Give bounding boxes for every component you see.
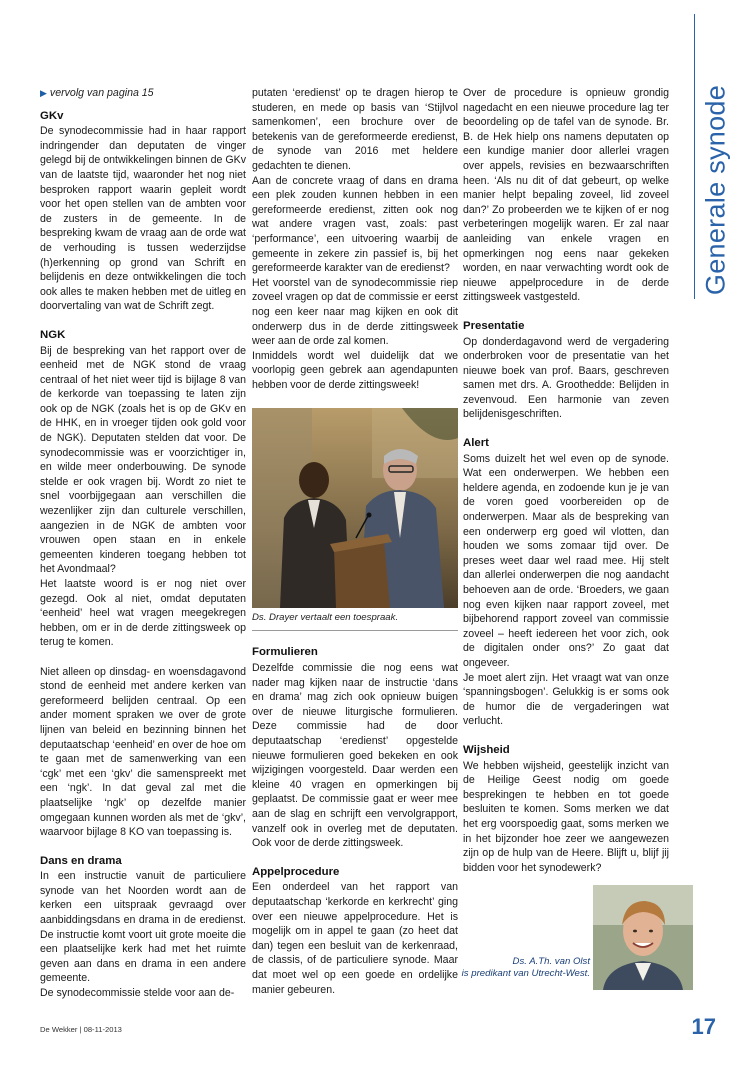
- author-role: is predikant van Utrecht-West.: [461, 968, 590, 979]
- page-number: 17: [691, 1014, 716, 1039]
- heading-ngk: NGK: [40, 328, 66, 341]
- paragraph-ngk-3: Niet alleen op dinsdag- en woensdagavond stond de eenheid met andere kerken van gereformeerd belijden centraal. Op een ander moment spraken we over de grote lijnen van beleid en bezinning binnen het deputaatschap ‘eenheid’ en over de hoe om te gaan met de samenwerking van een ‘cgk’ met een ‘gkv’ die samenspreekt met een ‘ngk’. In dat geval zal met die plaatselijke ‘ngk’ op dezelfde manier omgegaan kunnen worden als met de ‘gkv’, waarvoor bijlage 8 KO van toepassing is.: [40, 665, 246, 839]
- paragraph-eredienst-3: Het voorstel van de synodecommissie riep zoveel vragen op dat de commissie er eerst nog een keer naar mag kijken en ook dit onderwerp dus in de derde zittingsweek weer aan de orde zal komen.: [252, 276, 458, 348]
- paragraph-ngk-2: Het laatste woord is er nog niet over gezegd. Ook al niet, omdat deputaten ‘eenheid’ heel wat vragen meegekregen hebben, om er in de derde zittingsweek op terug te komen.: [40, 578, 246, 649]
- author-caption: [440, 956, 590, 980]
- paragraph-eredienst-1: putaten ‘eredienst’ op te dragen hierop te studeren, en mede op basis van ‘Stijlvol samenkomen’, een brochure over de betekenis van de gereformeerde eredienst, de synode van 2016 met heldere gedachten te dienen.: [252, 87, 458, 172]
- column-1: [40, 86, 246, 1001]
- paragraph-procedure: Over de procedure is opnieuw grondig nagedacht en een nieuwe procedure lag ter beoordeling op de tafel van de synode. Br. B. de Hek hielp ons namens deputaten op een kundige manier door allerlei vragen over appels, revisies en bezwaarschriften heen. ‘Als nu dit of dat gebeurt, op welke manier helpt bepaling zoveel, lid zoveel dan?’ Zo probeerden we te kijken of er nog verbeteringen mogelijk waren. Er zal naar aanleiding van enkele vragen en opmerkingen nog eens naar gekeken worden, en naar verwachting wordt ook de nieuwe appelprocedure in de derde zittingsweek vastgesteld.: [463, 87, 669, 304]
- triangle-right-icon: ▶: [40, 88, 47, 98]
- paragraph-appelprocedure: Een onderdeel van het rapport van deputaatschap ‘kerkorde en kerkrecht’ ging over een nieuwe appelprocedure. Het is mogelijk om in appel te gaan (zo heet dat dan) tegen een besluit van de kerkenraad, de classis, of de particuliere synode. Maar dat moet wel op een goede en ordelijke manier gebeuren.: [252, 881, 458, 996]
- photo-speakers: [252, 408, 458, 608]
- section-title: Generale synode: [700, 84, 731, 296]
- heading-alert: Alert: [463, 437, 489, 450]
- paragraph-dans-2: De synodecommissie stelde voor aan de-: [40, 987, 235, 1000]
- heading-wijsheid: Wijsheid: [463, 743, 510, 756]
- paragraph-dans-1: In een instructie vanuit de particuliere synode van het Noorden wordt aan de kerken een uitspraak gevraagd over aanbiddingsdans en drama in de eredienst. De instructie komt voort uit grote moeite die een plaatselijke kerk had met het ruimte geven aan dans en drama in een andere gemeente.: [40, 870, 246, 985]
- paragraph-ngk-1: Bij de bespreking van het rapport over de eenheid met de NGK stond de vraag centraal of het niet weer tijd is bijlage 8 van de kerkorde van toepassing te laten zijn ook op de NGK (zoals het is op de GKv en de HHK, en in vroeger tijden ook gold voor de NGK). Deputaten stelden dat voor. De synodecommissie was er voorzichtiger in, en wilde meer onderbouwing. De synode stelde er ook vragen bij. Wordt zo niet te snel voorbijgegaan aan verschillen die wezenlijker zijn dan culturele verschillen, aangezien in de NGK de ambten voor vrouwen open staan en in enkele gemeenten kinderen toegang hebben tot het Avondmaal?: [40, 344, 246, 576]
- author-portrait: [593, 885, 693, 990]
- heading-formulieren: Formulieren: [252, 646, 318, 659]
- heading-gkv: GKv: [40, 109, 64, 122]
- continued-text: vervolg van pagina 15: [49, 87, 154, 99]
- column-2: [252, 86, 458, 997]
- speakers-illustration: [252, 408, 458, 608]
- paragraph-wijsheid: We hebben wijsheid, geestelijk inzicht van de Heilige Geest nodig om goede besprekingen te hebben en tot goede besluiten te komen. Soms merken we dat het erg voorspoedig gaat, soms merken we in het bijzonder hoe zeer we aangewezen zijn op de hulp van de Heere. Blijft u, blijf jij bidden voor het synodewerk?: [463, 759, 669, 874]
- paragraph-alert-1: Soms duizelt het wel even op de synode. Wat een onderwerpen. We hebben een heldere agenda, en zodoende kun je je van de voren goed voorbereiden op de onderwerpen. Maar als de bespreking van een onderwerp erg goed wil vlotten, dan houden we soms zomaar tijd over. De preses weet daar wel raad mee. Hij stelt dan allerlei onderwerpen die nog aandacht behoeven aan de orde. ‘Broeders, we gaan nog even kijken naar rapport zoveel, met bijbehorend rapport zoveel van commissie zoveel – heeft iedereen het voor zich, ook de digitalen onder ons?’ Zo gaat dat ongeveer.: [463, 452, 669, 669]
- author-photo: [593, 885, 693, 990]
- column-3: [463, 86, 669, 875]
- heading-presentatie: Presentatie: [463, 319, 525, 332]
- section-rule: [694, 14, 695, 299]
- paragraph-alert-2: Je moet alert zijn. Het vraagt wat van onze ‘spanningsbogen’. Gelukkig is er soms ook de humor die de vergaderingen wat verlucht.: [463, 671, 669, 728]
- paragraph-presentatie: Op donderdagavond werd de vergadering onderbroken voor de presentatie van het nieuwe boek van prof. Baars, geschreven samen met drs. A. Groothedde: Belijden in zevenvoud. Een harmonie van zeven belijdenisgeschriften.: [463, 335, 669, 421]
- heading-appelprocedure: Appelprocedure: [252, 865, 340, 878]
- photo-caption: Ds. Drayer vertaalt een toespraak.: [252, 612, 458, 631]
- paragraph-eredienst-2: Aan de concrete vraag of dans en drama een plek zouden kunnen hebben in een gereformeerde eredienst, zitten ook nog wat andere vragen vast, zoals: past ‘performance’, een uitvoering waarbij de gemeente in zekere zin passief is, bij het gereformeerde karakter van de eredienst?: [252, 174, 458, 275]
- paragraph-eredienst-4: Inmiddels wordt wel duidelijk dat we voorlopig geen gebrek aan agendapunten hebben voor de derde zittingsweek!: [252, 349, 458, 391]
- continued-note[interactable]: [40, 86, 246, 101]
- paragraph-formulieren: Dezelfde commissie die nog eens wat nader mag kijken naar de instructie ‘dans en drama’ mag zich ook opnieuw buigen over de nieuwe liturgische formulieren. Deze commissie had de door deputaatschap ‘eredienst’ opgestelde nieuwe formulieren goed bekeken en ook wijzigingen voorgesteld. Daar werden een kleine 40 vragen en opmerkingen bij geplaatst. De commissie gaat er weer mee aan de slag en schrijft een vervolgrapport, vanzelf ook in overleg met de deputaten. Ook voor de derde zittingsweek.: [252, 662, 458, 850]
- author-name: Ds. A.Th. van Olst: [512, 956, 590, 967]
- heading-dans-en-drama: Dans en drama: [40, 854, 122, 867]
- paragraph-gkv: De synodecommissie had in haar rapport indringender dan deputaten de vinger gelegd bij de ontwikkelingen binnen de GKv van de laatste tijd, waaronder het nog niet besproken rapport waarin gepleit wordt voor het open stellen van de ambten voor de zusters in de gemeente. In de bespreking kwam de vraag aan de orde wat de verhouding is tussen wederzijdse (h)erkenning op grond van Schrift en belijdenis en deze ontwikkelingen die toch ook alles te maken hebben met de uitleg en doorvertaling van wat de Schrift zegt.: [40, 125, 246, 313]
- footer-publication: De Wekker | 08-11-2013: [40, 1025, 122, 1034]
